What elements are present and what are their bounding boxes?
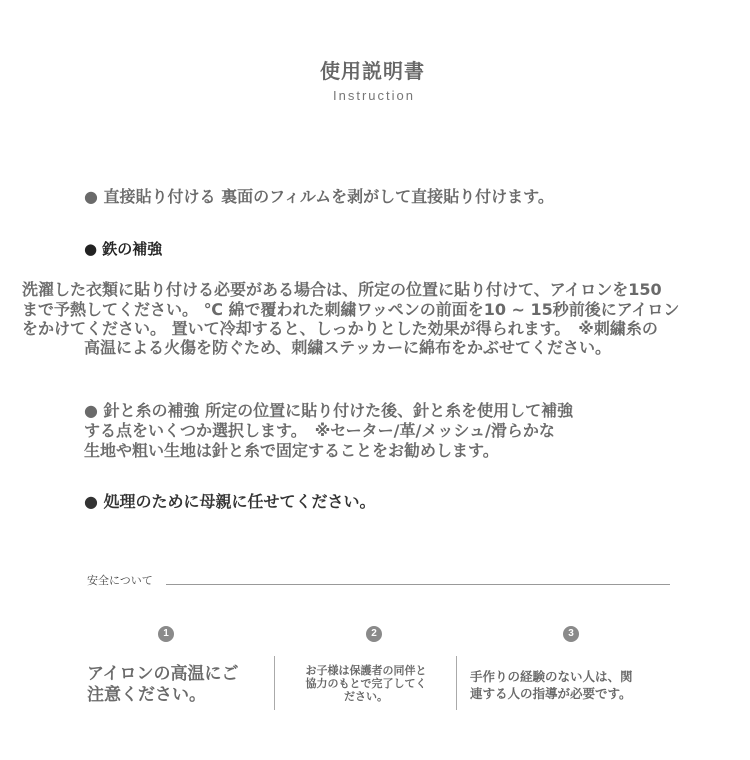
safety-item-2-line-1: お子様は保護者の同伴と — [305, 664, 427, 677]
safety-item-3-line-2: 連する人の指導が必要です。 — [470, 686, 632, 701]
iron-line-4: 高温による火傷を防ぐため、刺繍ステッカーに綿布をかぶせてください。 — [84, 338, 612, 357]
column-divider-1 — [274, 656, 275, 710]
mother-instruction: ● 処理のために母親に任せてください。 — [84, 492, 376, 511]
iron-line-3: をかけてください。 置いて冷却すると、しっかりとした効果が得られます。 ※刺繍糸の — [22, 319, 658, 338]
safety-item-3-line-1: 手作りの経験のない人は、関 — [470, 669, 633, 684]
safety-item-2-line-3: ださい。 — [344, 690, 388, 703]
safety-item-1 — [87, 664, 272, 706]
direct-apply-instruction: ● 直接貼り付ける 裏面のフィルムを剥がして直接貼り付けます。 — [84, 187, 554, 206]
needle-line-2: する点をいくつか選択します。 ※セーター/革/メッシュ/滑らかな — [84, 421, 555, 440]
needle-line-3: 生地や粗い生地は針と糸で固定することをお勧めします。 — [84, 441, 499, 460]
safety-item-1-line-2: 注意ください。 — [87, 685, 206, 705]
safety-number-3: 3 — [563, 626, 579, 642]
safety-item-2-line-2: 協力のもとで完了してく — [305, 677, 427, 690]
column-divider-2 — [456, 656, 457, 710]
page-title: 使用説明書 — [320, 59, 425, 83]
safety-number-2: 2 — [366, 626, 382, 642]
iron-line-2: まで予熱してください。 ℃ 綿で覆われた刺繍ワッペンの前面を10 ~ 15秒前後にアイロン — [22, 300, 680, 319]
safety-label: 安全について — [87, 574, 153, 587]
page-subtitle: Instruction — [333, 88, 415, 103]
safety-item-1-line-1: アイロンの高温にご — [87, 664, 239, 684]
safety-divider — [166, 584, 670, 585]
safety-item-2 — [286, 664, 446, 703]
safety-item-3 — [470, 668, 670, 702]
safety-number-1: 1 — [158, 626, 174, 642]
iron-line-1: 洗濯した衣類に貼り付ける必要がある場合は、所定の位置に貼り付けて、アイロンを150 — [22, 280, 662, 299]
needle-line-1: ● 針と糸の補強 所定の位置に貼り付けた後、針と糸を使用して補強 — [84, 401, 574, 420]
iron-reinforce-heading: ● 鉄の補強 — [84, 240, 163, 258]
